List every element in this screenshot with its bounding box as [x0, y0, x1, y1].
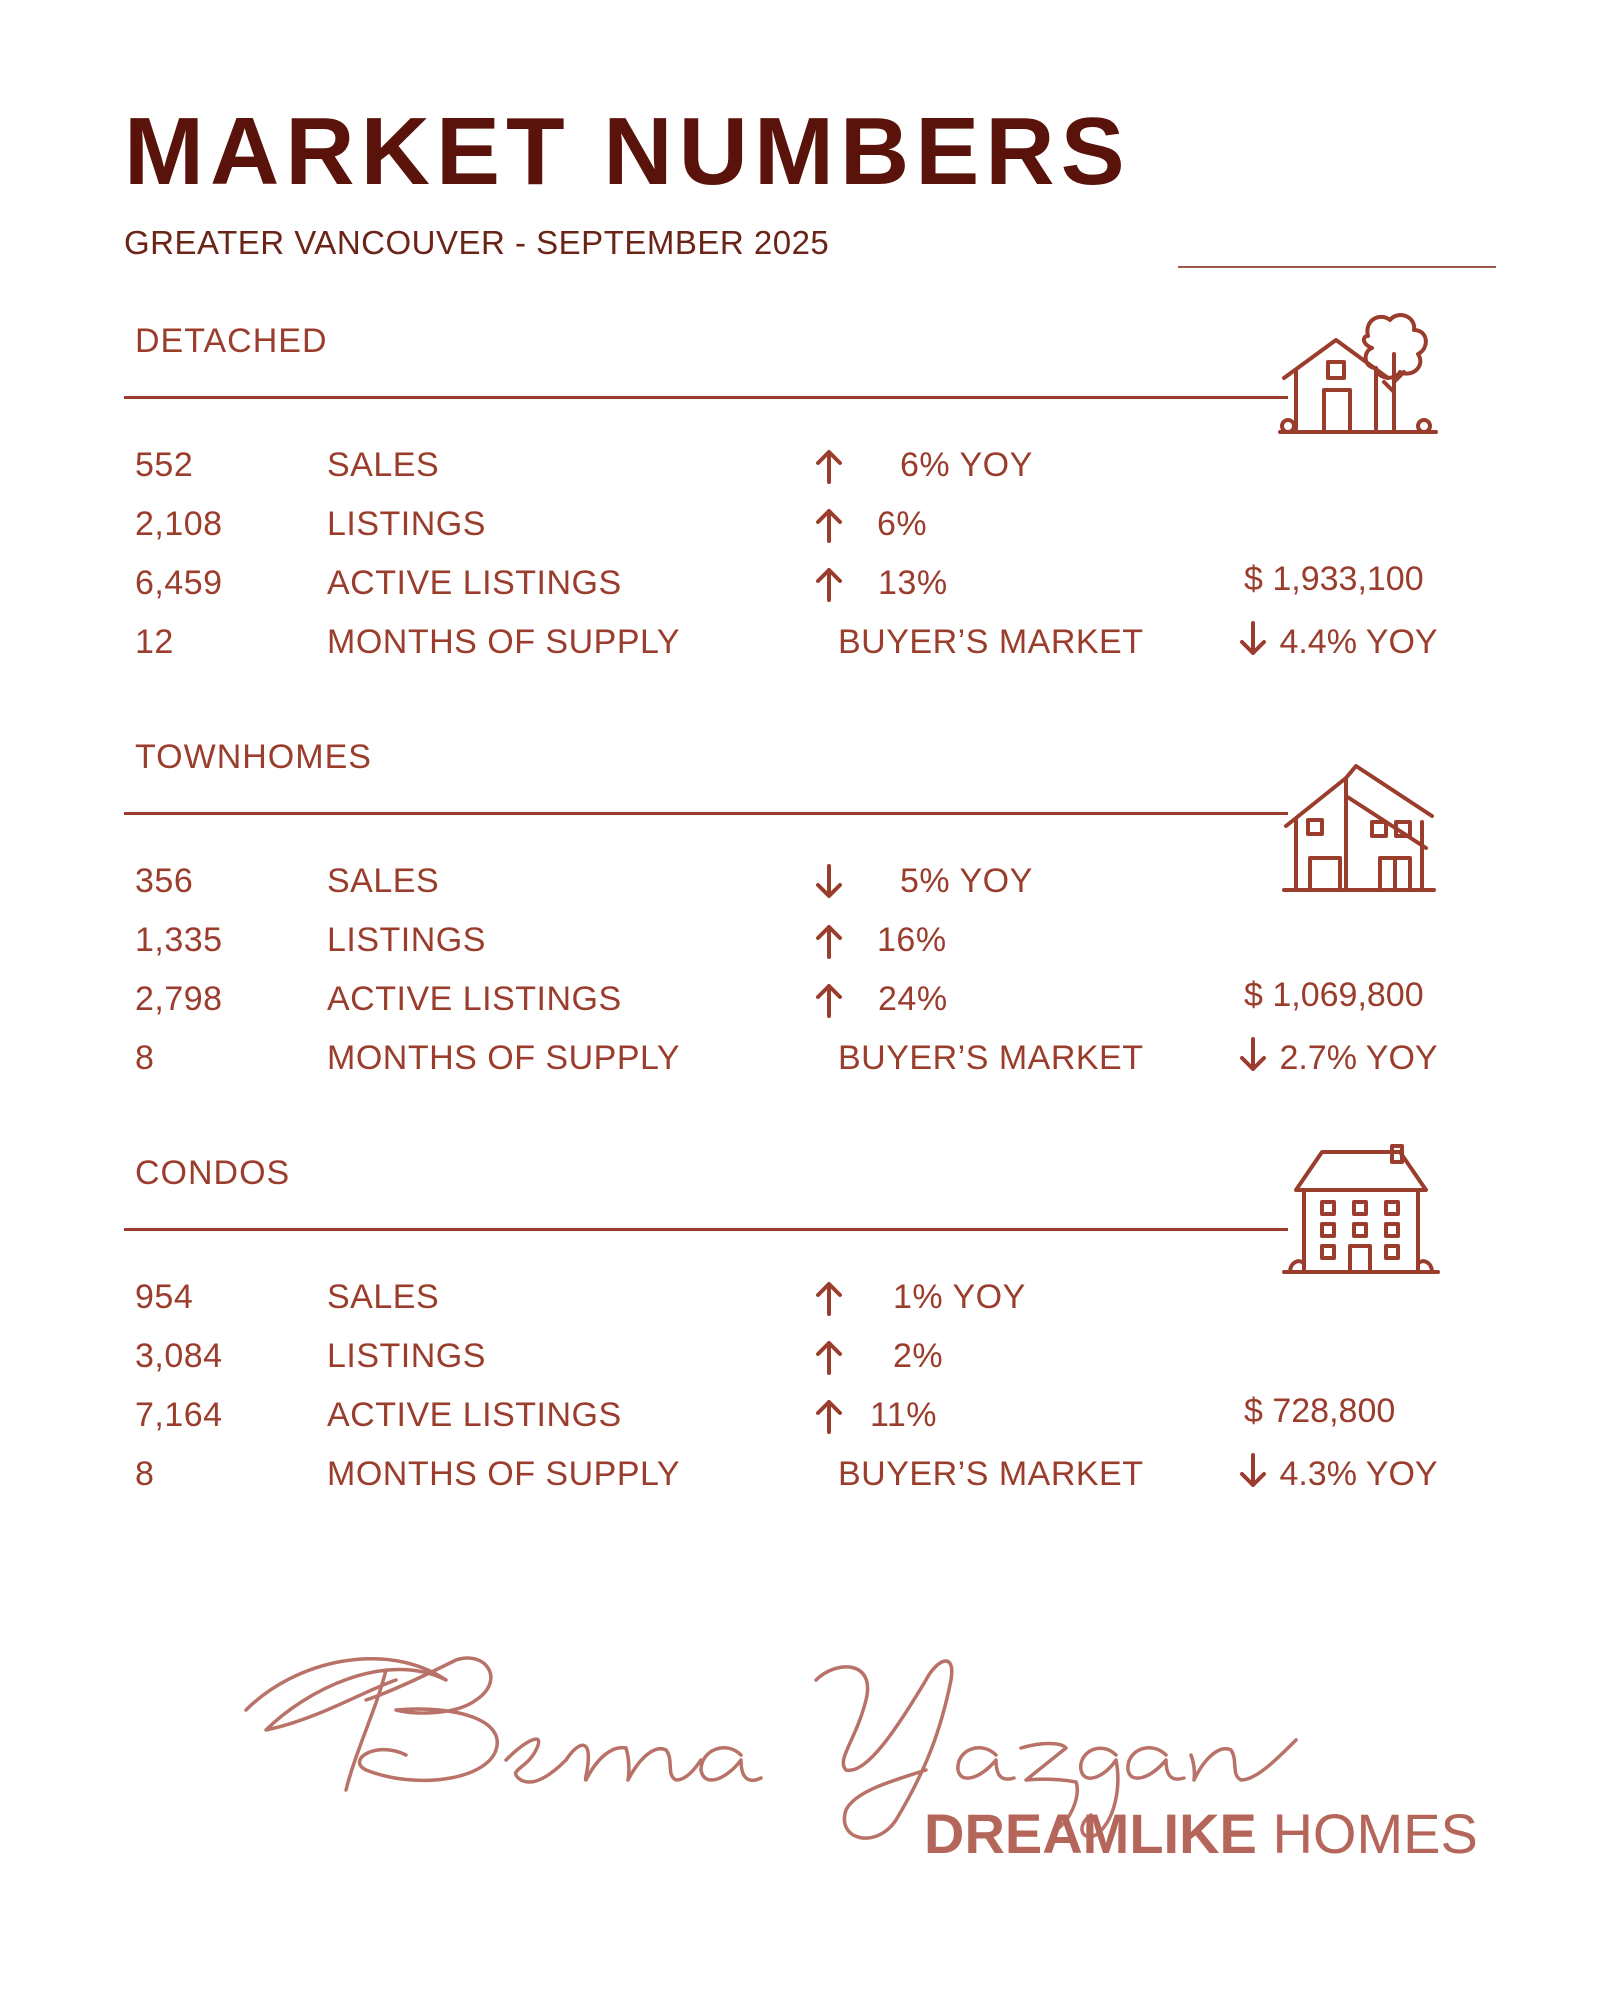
benchmark-price: $ 1,933,100 [1244, 560, 1424, 598]
arrow-up-icon [812, 921, 846, 961]
stat-row [0, 505, 1600, 553]
page-title: MARKET NUMBERS [124, 98, 1131, 205]
top-divider [1178, 266, 1496, 268]
stat-value: 3,084 [135, 1337, 223, 1375]
house-with-tree-icon [1276, 312, 1446, 447]
stat-value: 12 [135, 623, 174, 661]
price-change-value: 4.4% YOY [1279, 623, 1438, 661]
arrow-up-icon [812, 980, 846, 1020]
arrow-down-icon [812, 862, 846, 902]
brand-wordmark [924, 1802, 1478, 1865]
stat-value: 552 [135, 446, 194, 484]
section-divider [124, 396, 1288, 399]
benchmark-price: $ 728,800 [1244, 1392, 1396, 1430]
section-detached [0, 322, 1600, 722]
stat-value: 1,335 [135, 921, 223, 959]
stat-value: 7,164 [135, 1396, 223, 1434]
stat-value: 6,459 [135, 564, 223, 602]
brand-light: HOMES [1272, 1802, 1478, 1865]
arrow-up-icon [812, 1278, 846, 1318]
arrow-up-icon [812, 564, 846, 604]
stat-value: 8 [135, 1039, 155, 1077]
arrow-down-icon [1236, 1035, 1270, 1075]
section-townhomes [0, 738, 1600, 1138]
stat-change: 2% [893, 1337, 944, 1375]
stat-row [0, 921, 1600, 969]
stat-label: ACTIVE LISTINGS [327, 564, 622, 602]
price-change-value: 4.3% YOY [1279, 1455, 1438, 1493]
stat-label: MONTHS OF SUPPLY [327, 1039, 681, 1077]
stat-change: 13% [878, 564, 948, 602]
stat-label: MONTHS OF SUPPLY [327, 1455, 681, 1493]
stat-change: 11% [870, 1396, 938, 1434]
stat-change: 6% YOY [900, 446, 1033, 484]
section-divider [124, 812, 1288, 815]
section-condos [0, 1154, 1600, 1554]
section-heading: CONDOS [135, 1154, 291, 1192]
page-subtitle: GREATER VANCOUVER - SEPTEMBER 2025 [124, 224, 830, 261]
stat-change: 6% [877, 505, 928, 543]
stat-value: 2,108 [135, 505, 223, 543]
stat-change: 5% YOY [900, 862, 1033, 900]
arrow-up-icon [812, 1337, 846, 1377]
brand-bold: DREAMLIKE [924, 1802, 1257, 1865]
stat-row [0, 1337, 1600, 1385]
stat-label: SALES [327, 1278, 440, 1316]
stat-label: LISTINGS [327, 921, 486, 959]
stat-value: 8 [135, 1455, 155, 1493]
market-status: BUYER’S MARKET [838, 623, 1144, 661]
stat-label: ACTIVE LISTINGS [327, 980, 622, 1018]
apartment-building-icon [1282, 1144, 1442, 1289]
stat-change: 16% [877, 921, 947, 959]
stat-row [0, 446, 1600, 494]
stat-label: LISTINGS [327, 505, 486, 543]
section-heading: DETACHED [135, 322, 328, 360]
arrow-down-icon [1236, 1451, 1270, 1491]
arrow-up-icon [812, 446, 846, 486]
arrow-down-icon [1236, 619, 1270, 659]
stat-change: 1% YOY [893, 1278, 1026, 1316]
arrow-up-icon [812, 505, 846, 545]
arrow-up-icon [812, 1396, 846, 1436]
stat-change: 24% [878, 980, 948, 1018]
price-change [1236, 1451, 1438, 1494]
price-change [1236, 619, 1438, 662]
price-change [1236, 1035, 1438, 1078]
benchmark-price: $ 1,069,800 [1244, 976, 1424, 1014]
stat-value: 954 [135, 1278, 194, 1316]
stat-label: LISTINGS [327, 1337, 486, 1375]
stat-row [0, 1278, 1600, 1326]
stat-label: SALES [327, 446, 440, 484]
stat-row [0, 862, 1600, 910]
stat-label: SALES [327, 862, 440, 900]
price-change-value: 2.7% YOY [1279, 1039, 1438, 1077]
section-divider [124, 1228, 1288, 1231]
stat-value: 2,798 [135, 980, 223, 1018]
market-status: BUYER’S MARKET [838, 1039, 1144, 1077]
stat-label: ACTIVE LISTINGS [327, 1396, 622, 1434]
section-heading: TOWNHOMES [135, 738, 372, 776]
stat-value: 356 [135, 862, 194, 900]
stat-label: MONTHS OF SUPPLY [327, 623, 681, 661]
market-status: BUYER’S MARKET [838, 1455, 1144, 1493]
